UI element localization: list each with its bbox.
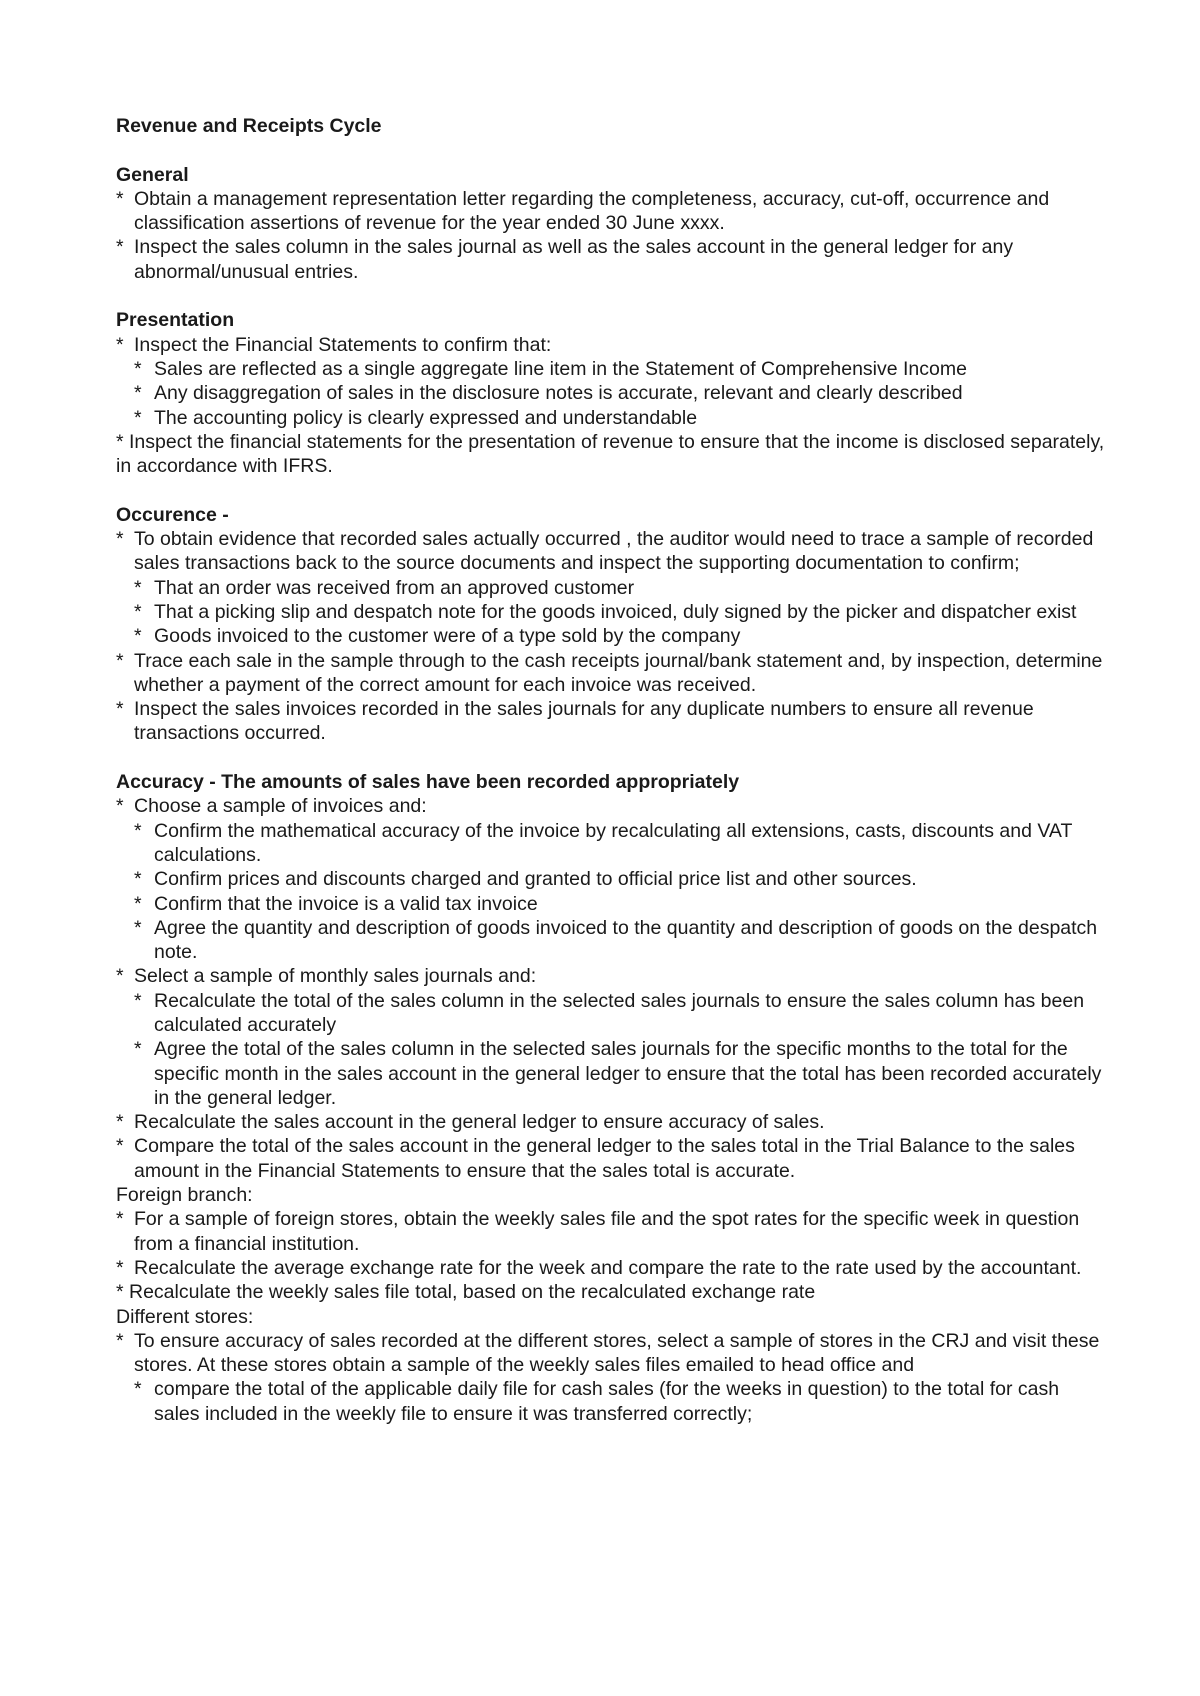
bullet-star: * [134,868,142,891]
sub-list-item: * That a picking slip and despatch note for the goods invoiced, duly signed by the picker and dispatcher exist [134,600,1077,623]
bullet-star: * [116,649,124,672]
sub-list-item: * Any disaggregation of sales in the disclosure notes is accurate, relevant and clearly described [134,382,963,405]
section-heading: General [116,163,189,186]
bullet-star: * [134,892,142,915]
section-accuracy [116,770,1106,1426]
bullet-star: * [116,187,124,210]
list-item: * To obtain evidence that recorded sales actually occurred , the auditor would need to trace a sample of recorded sales transactions back to the source documents and inspect the supporting documentation to confirm; [116,528,1094,575]
bullet-star: * [134,1378,142,1401]
bullet-star: * [134,989,142,1012]
bullet-star: * [134,406,142,429]
bullet-star: * [134,1038,142,1061]
list-item: * Select a sample of monthly sales journals and: [116,965,537,988]
list-item: * To ensure accuracy of sales recorded at the different stores, select a sample of stores in the CRJ and visit these stores. At these stores obtain a sample of the weekly sales files emailed to head office and [116,1329,1100,1377]
bullet-star: * [116,1135,124,1158]
document-body [116,114,1106,1426]
document-title: Revenue and Receipts Cycle [116,115,382,137]
bullet-star: * [116,1256,124,1279]
bullet-star: * [116,698,124,721]
section-heading: Presentation [116,309,235,332]
sub-list-item: * Agree the total of the sales column in the selected sales journals for the specific months to the total for the specific month in the sales account in the general ledger to ensure that the total has been recorded accurately in the general ledger. [134,1038,1102,1109]
bullet-star: * [134,382,142,405]
bullet-star: * [116,1208,124,1231]
bullet-star: * [116,795,124,818]
sub-list-item: * That an order was received from an approved customer [134,576,635,599]
bullet-star: * [134,819,142,842]
bullet-star: * [116,333,124,356]
bullet-star: * [134,357,142,380]
bullet-star: * [134,576,142,599]
bullet-star: * [134,916,142,939]
section-heading: Occurence - [116,503,229,526]
sub-list-item: * Agree the quantity and description of goods invoiced to the quantity and description of goods on the despatch note. [134,916,1098,964]
list-item: * Obtain a management representation letter regarding the completeness, accuracy, cut-off, occurrence and classification assertions of revenue for the year ended 30 June xxxx. [116,187,1050,235]
sub-list-item: * Confirm prices and discounts charged and granted to official price list and other sources. [134,868,917,891]
subsection-label: Foreign branch: [116,1184,253,1207]
list-item: * Trace each sale in the sample through to the cash receipts journal/bank statement and, by inspection, determine whether a payment of the correct amount for each invoice was received. [116,649,1103,696]
list-item: * Recalculate the weekly sales file total, based on the recalculated exchange rate [116,1281,816,1304]
list-item: * Inspect the sales column in the sales journal as well as the sales account in the general ledger for any abnormal/unusual entries. [116,236,1014,283]
section-occurrence [116,503,1106,746]
sub-list-item: * The accounting policy is clearly expressed and understandable [134,406,698,429]
sub-list-item: * Goods invoiced to the customer were of a type sold by the company [134,625,741,648]
bullet-star: * [116,528,124,551]
bullet-star: * [134,625,142,648]
bullet-star: * [116,965,124,988]
sub-list-item: * Recalculate the total of the sales column in the selected sales journals to ensure the sales column has been calculated accurately [134,989,1085,1036]
list-item: * Recalculate the sales account in the general ledger to ensure accuracy of sales. [116,1111,825,1134]
bullet-star: * [134,600,142,623]
list-item: * Inspect the financial statements for the presentation of revenue to ensure that the income is disclosed separately, in accordance with IFRS. [116,430,1105,478]
sub-list-item: * compare the total of the applicable daily file for cash sales (for the weeks in question) to the total for cash sales included in the weekly file to ensure it was transferred correctly; [134,1378,1060,1425]
list-item: * Compare the total of the sales account in the general ledger to the sales total in the Trial Balance to the sales amount in the Financial Statements to ensure that the sales total is accurate. [116,1135,1075,1182]
list-item: * Inspect the Financial Statements to confirm that: [116,333,552,356]
list-item: * Inspect the sales invoices recorded in the sales journals for any duplicate numbers to ensure all revenue transactions occurred. [116,698,1034,745]
sub-list-item: * Confirm the mathematical accuracy of the invoice by recalculating all extensions, casts, discounts and VAT calculations. [134,819,1073,866]
subsection-label: Different stores: [116,1305,254,1328]
list-item: * Choose a sample of invoices and: [116,795,427,818]
list-item: * For a sample of foreign stores, obtain the weekly sales file and the spot rates for the specific week in question from a financial institution. [116,1208,1080,1255]
list-item: * Recalculate the average exchange rate for the week and compare the rate to the rate used by the accountant. [116,1256,1082,1279]
sub-list-item: * Confirm that the invoice is a valid tax invoice [134,892,538,915]
bullet-star: * [116,1329,124,1352]
section-general [116,163,1106,284]
section-heading: Accuracy - The amounts of sales have been recorded appropriately [116,771,740,794]
bullet-star: * [116,1111,124,1134]
bullet-star: * [116,236,124,259]
sub-list-item: * Sales are reflected as a single aggregate line item in the Statement of Comprehensive Income [134,357,967,380]
section-presentation [116,308,1106,478]
